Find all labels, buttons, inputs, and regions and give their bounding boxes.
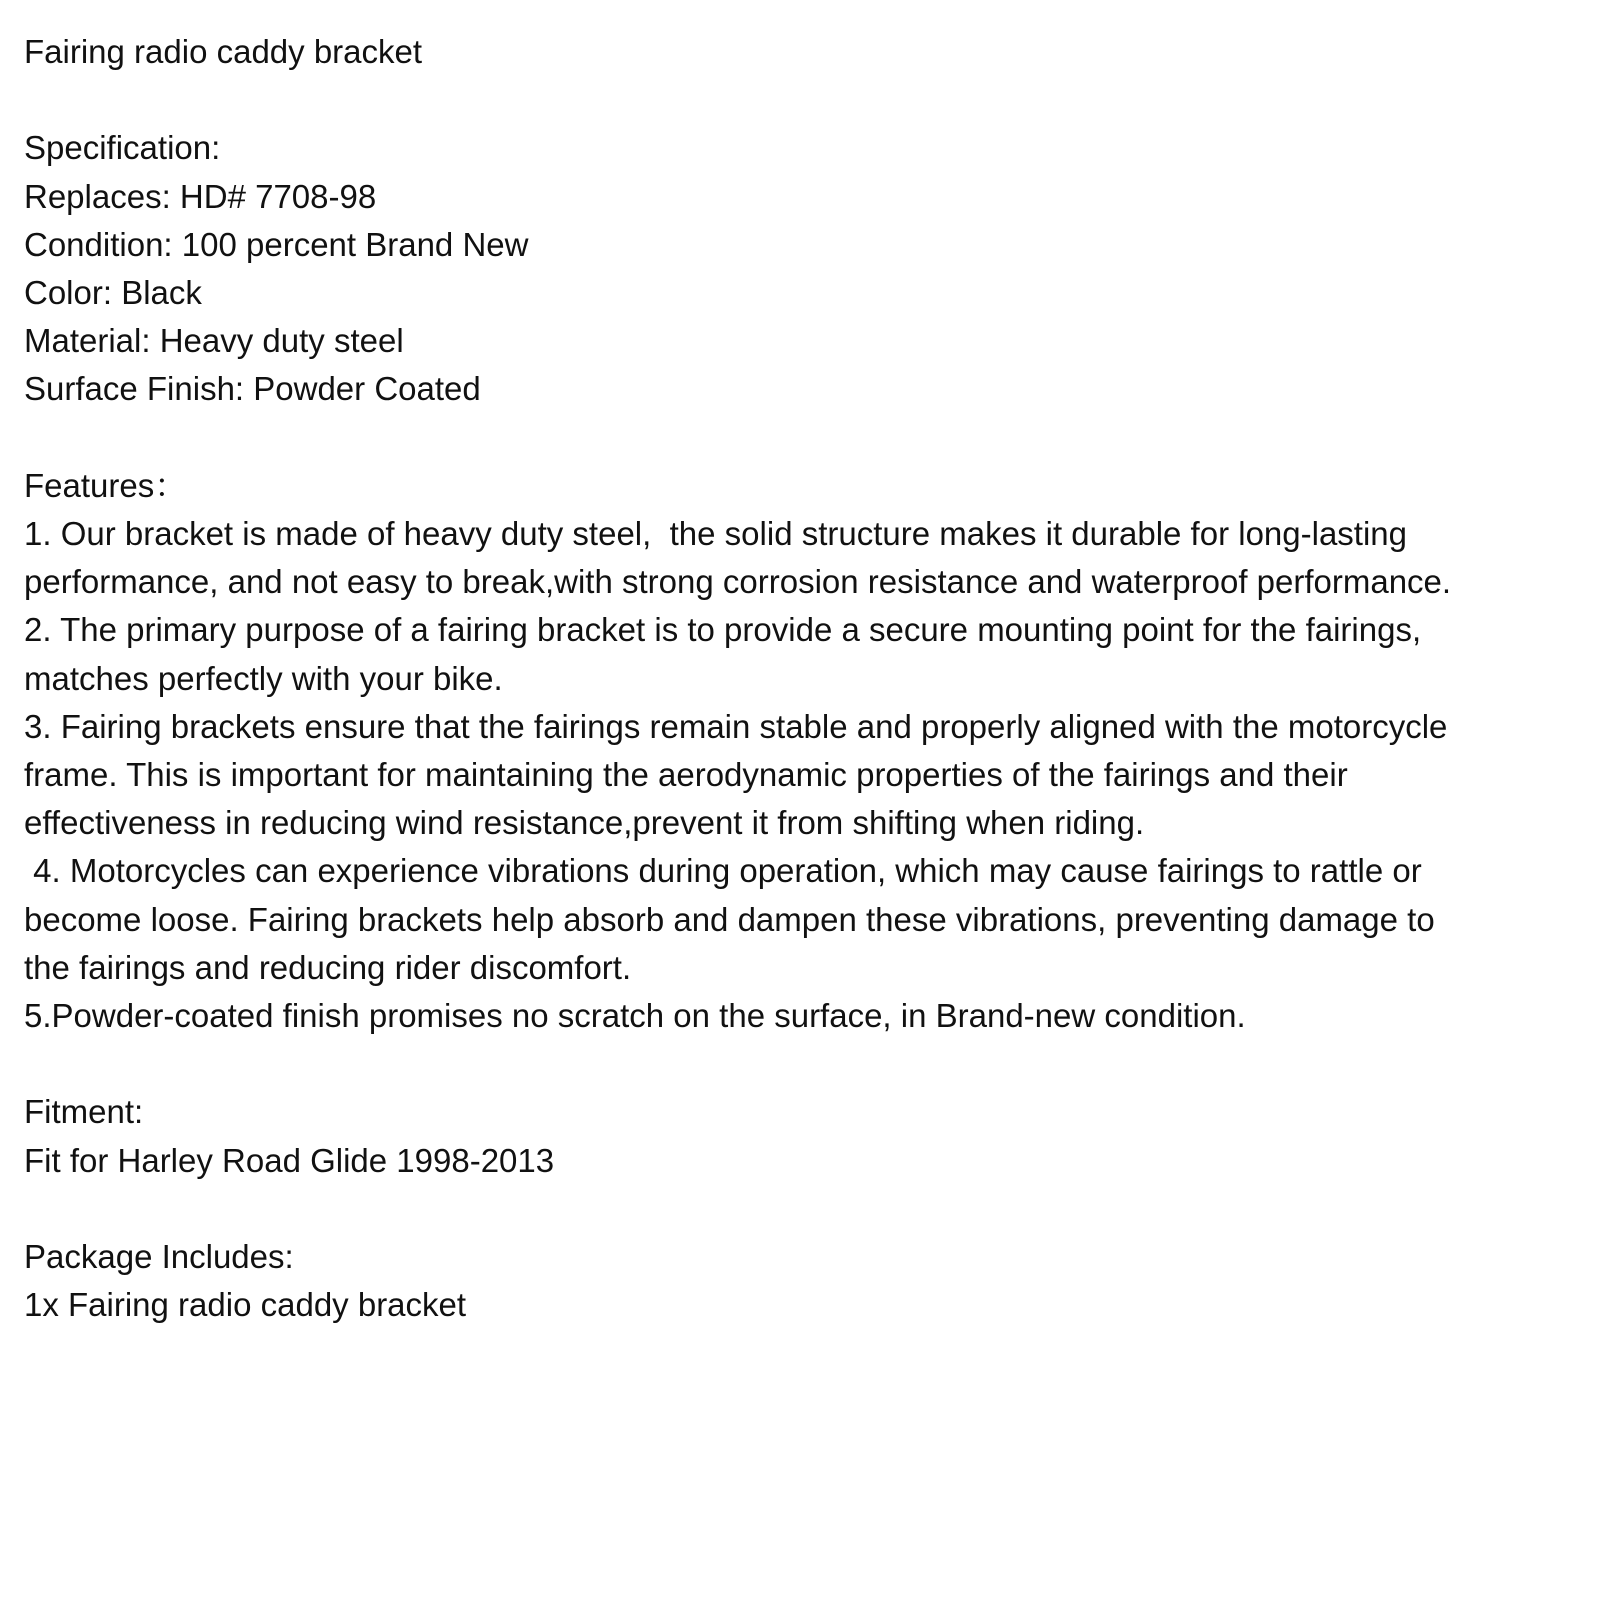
specification-heading: Specification: [24, 129, 221, 167]
package-section [24, 1233, 1584, 1329]
spacer [24, 414, 1584, 462]
features-section [24, 462, 1584, 1040]
specification-section [24, 124, 1584, 413]
feature-line: performance, and not easy to break,with strong corrosion resistance and waterproof performance. [24, 563, 1452, 601]
package-heading: Package Includes: [24, 1238, 294, 1276]
feature-line: matches perfectly with your bike. [24, 659, 503, 697]
feature-line: effectiveness in reducing wind resistance,prevent it from shifting when riding. [24, 804, 1145, 842]
feature-line: 1. Our bracket is made of heavy duty steel, the solid structure makes it durable for long-lasting [24, 515, 1408, 552]
spec-surface-finish: Surface Finish: Powder Coated [24, 370, 481, 408]
feature-line: 4. Motorcycles can experience vibrations during operation, which may cause fairings to rattle or [24, 852, 1422, 890]
product-description [24, 28, 1584, 1329]
feature-line: the fairings and reducing rider discomfort. [24, 948, 632, 986]
spacer [24, 1040, 1584, 1088]
product-title: Fairing radio caddy bracket [24, 33, 423, 70]
feature-line: 2. The primary purpose of a fairing bracket is to provide a secure mounting point for the fairings, [24, 611, 1422, 649]
spacer [24, 76, 1584, 124]
feature-line: frame. This is important for maintaining the aerodynamic properties of the fairings and their [24, 756, 1348, 794]
feature-line: 5.Powder-coated finish promises no scratch on the surface, in Brand-new condition. [24, 997, 1246, 1035]
features-heading: Features： [24, 466, 188, 504]
spec-replaces: Replaces: HD# 7708-98 [24, 177, 377, 215]
fitment-text: Fit for Harley Road Glide 1998-2013 [24, 1141, 555, 1179]
package-text: 1x Fairing radio caddy bracket [24, 1286, 467, 1324]
spec-material: Material: Heavy duty steel [24, 322, 404, 360]
spec-color: Color: Black [24, 274, 202, 311]
feature-line: become loose. Fairing brackets help absorb and dampen these vibrations, preventing damage to [24, 900, 1435, 938]
spec-condition: Condition: 100 percent Brand New [24, 225, 529, 263]
spacer [24, 1185, 1584, 1233]
fitment-section [24, 1088, 1584, 1184]
feature-line: 3. Fairing brackets ensure that the fairings remain stable and properly aligned with the motorcycle [24, 707, 1448, 745]
fitment-heading: Fitment: [24, 1093, 144, 1131]
